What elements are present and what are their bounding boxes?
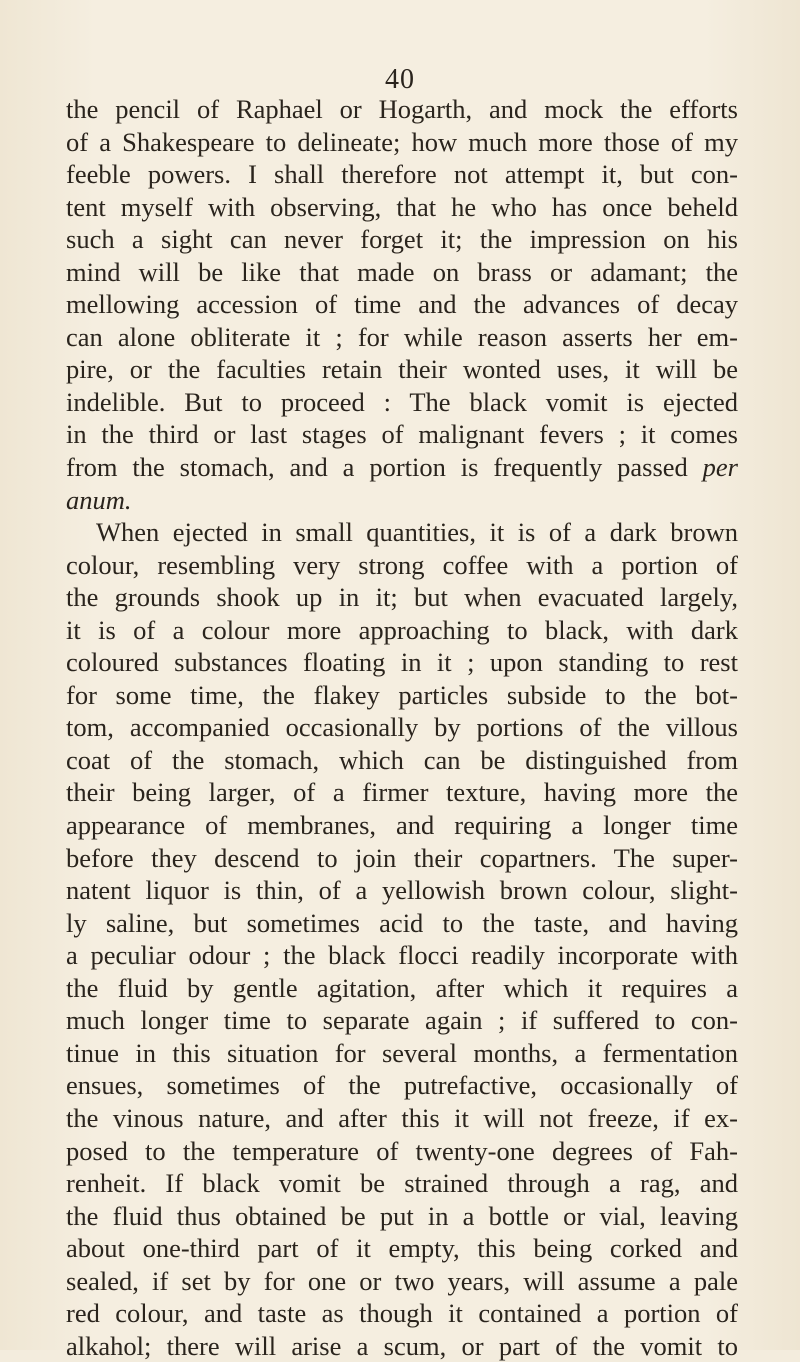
text-line: [66, 158, 738, 191]
page-number: 40: [385, 64, 415, 95]
text-line: [66, 256, 738, 289]
line-text: much longer time to separate again ; if suffered to con-: [66, 1005, 738, 1036]
line-text: tom, accompanied occasionally by portions of the villous: [66, 712, 738, 743]
text-line: [66, 776, 738, 809]
line-text: the fluid by gentle agitation, after which it requires a: [66, 972, 738, 1003]
line-text: in the third or last stages of malignant fevers ; it comes: [66, 419, 738, 450]
text-line: [66, 451, 738, 484]
line-text: appearance of membranes, and requiring a longer time: [66, 810, 738, 841]
text-line: [66, 809, 738, 842]
line-text: for some time, the flakey particles subside to the bot-: [66, 679, 738, 710]
text-line: [66, 581, 738, 614]
text-line: [66, 484, 738, 517]
text-line: [66, 321, 738, 354]
italic-text: per: [702, 452, 738, 483]
text-line: [66, 288, 738, 321]
line-text: posed to the temperature of twenty-one degrees of Fah-: [66, 1135, 738, 1166]
text-line: [66, 1330, 738, 1362]
text-line: [66, 1135, 738, 1168]
text-line: [66, 744, 738, 777]
text-line: [66, 191, 738, 224]
text-line: [66, 93, 738, 126]
text-line: [66, 679, 738, 712]
text-line: [66, 516, 738, 549]
text-line: [66, 614, 738, 647]
line-text: sealed, if set by for one or two years, will assume a pale: [66, 1265, 738, 1296]
line-text: feeble powers. I shall therefore not attempt it, but con-: [66, 159, 738, 190]
text-line: [66, 1037, 738, 1070]
line-text: their being larger, of a firmer texture, having more the: [66, 777, 738, 808]
line-text: mind will be like that made on brass or adamant; the: [66, 256, 738, 287]
line-text: natent liquor is thin, of a yellowish brown colour, slight-: [66, 875, 738, 906]
text-line: [66, 1069, 738, 1102]
body-text: [66, 93, 738, 1362]
text-line: [66, 126, 738, 159]
line-text: alkahol; there will arise a scum, or part of the vomit to: [66, 1330, 738, 1361]
line-text: it is of a colour more approaching to black, with dark: [66, 614, 738, 645]
text-line: [66, 1167, 738, 1200]
text-line: [66, 1102, 738, 1135]
text-line: [66, 842, 738, 875]
text-line: [66, 1297, 738, 1330]
text-line: [66, 646, 738, 679]
text-line: [66, 386, 738, 419]
line-text: the vinous nature, and after this it will not freeze, if ex-: [66, 1102, 738, 1133]
line-text: from the stomach, and a portion is frequently passed: [66, 452, 703, 483]
line-text: such a sight can never forget it; the impression on his: [66, 224, 738, 255]
line-text: tinue in this situation for several months, a fermentation: [66, 1037, 738, 1068]
text-line: [66, 711, 738, 744]
line-text: can alone obliterate it ; for while reason asserts her em-: [66, 321, 738, 352]
line-text: about one-third part of it empty, this being corked and: [66, 1233, 738, 1264]
line-text: indelible. But to proceed : The black vomit is ejected: [66, 386, 738, 417]
line-text: mellowing accession of time and the advances of decay: [66, 289, 738, 320]
text-line: [66, 1265, 738, 1298]
text-line: [66, 223, 738, 256]
text-line: [66, 972, 738, 1005]
line-text: When ejected in small quantities, it is of a dark brown: [96, 517, 738, 548]
text-line: [66, 353, 738, 386]
line-text: coat of the stomach, which can be distinguished from: [66, 744, 738, 775]
line-text: the pencil of Raphael or Hogarth, and mock the efforts: [66, 94, 738, 124]
text-line: [66, 1232, 738, 1265]
line-text: red colour, and taste as though it contained a portion of: [66, 1298, 738, 1329]
line-text: of a Shakespeare to delineate; how much more those of my: [66, 126, 738, 157]
line-text: a peculiar odour ; the black flocci readily incorporate with: [66, 940, 738, 971]
text-line: [66, 549, 738, 582]
line-text: coloured substances floating in it ; upon standing to rest: [66, 647, 738, 678]
line-text: pire, or the faculties retain their wonted uses, it will be: [66, 354, 738, 385]
text-line: [66, 1200, 738, 1233]
line-text: renheit. If black vomit be strained through a rag, and: [66, 1168, 738, 1199]
line-text: tent myself with observing, that he who has once beheld: [66, 191, 738, 222]
text-line: [66, 939, 738, 972]
line-text: before they descend to join their copartners. The super-: [66, 842, 738, 873]
line-text: colour, resembling very strong coffee with a portion of: [66, 549, 738, 580]
text-line: [66, 1004, 738, 1037]
text-line: [66, 907, 738, 940]
line-text: ensues, sometimes of the putrefactive, occasionally of: [66, 1070, 738, 1101]
line-text: the fluid thus obtained be put in a bottle or vial, leaving: [66, 1200, 738, 1231]
line-text: ly saline, but sometimes acid to the taste, and having: [66, 907, 738, 938]
text-line: [66, 874, 738, 907]
italic-text: anum.: [66, 484, 132, 515]
text-line: [66, 418, 738, 451]
line-text: the grounds shook up in it; but when evacuated largely,: [66, 582, 738, 613]
